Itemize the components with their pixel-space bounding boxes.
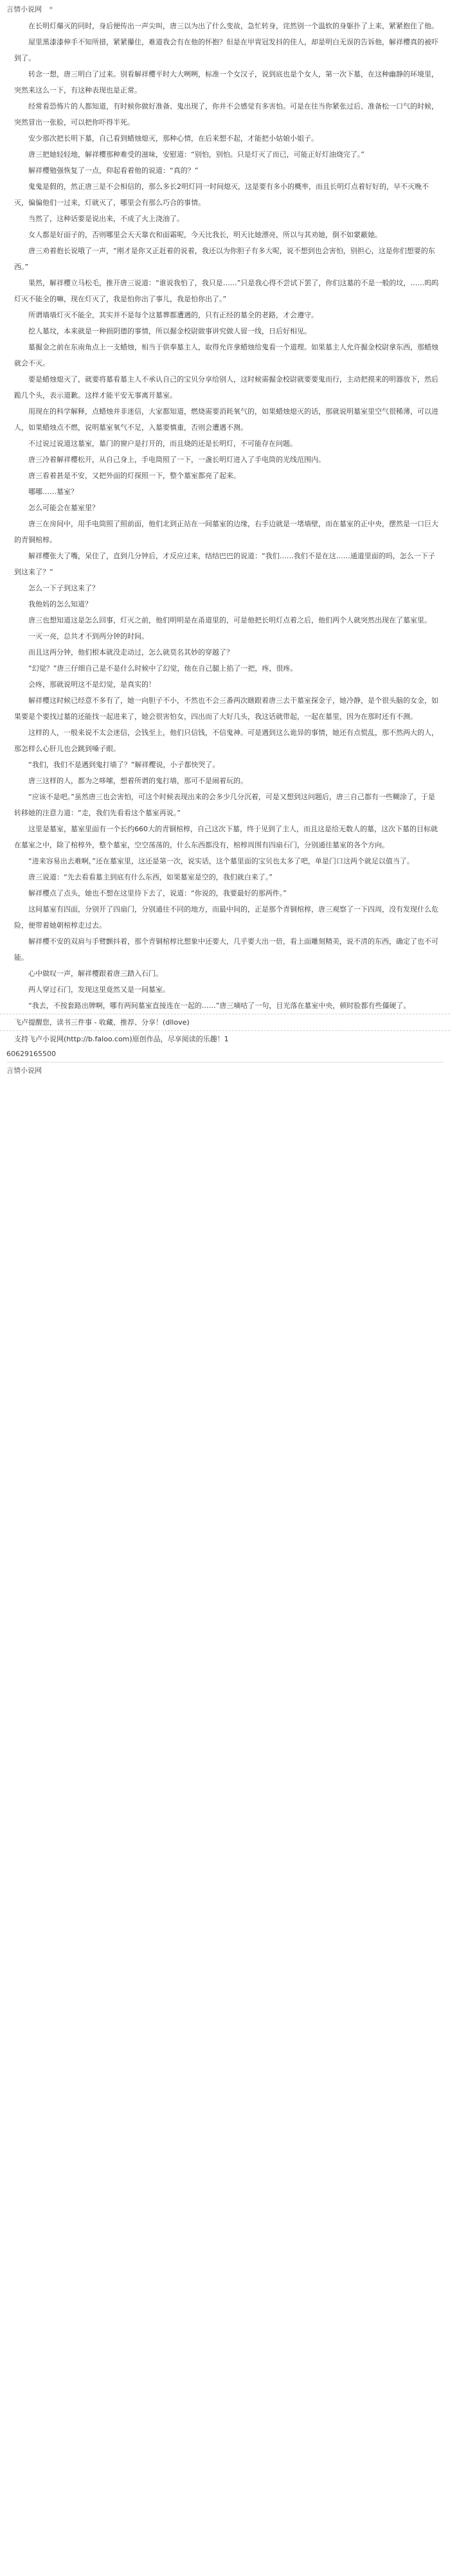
paragraph: “我去，不按套路出牌啊，哪有两间墓室直接连在一起的……”唐三嘀咕了一句，目光落在墓室中央，顿时脸都有些僵硬了。: [28, 1001, 411, 1010]
paragraph: 挖人墓坟，本来就是一种损阴德的事情，所以掘金校尉做事讲究做人留一线，日后好相见。: [28, 327, 311, 335]
paragraph: 安少那次把长明下墓，自己看到蜡烛熄灭，那种心情，在后来想不起，才能把小姑娘小姐子。: [28, 134, 318, 143]
paragraph: 怎么一下子到这来了？: [28, 584, 99, 592]
paragraph: 这间墓室有四面，分别开了四扇门，分别通往不同的地方，而最中间的，正是那个青铜棺椁，唐三观察了一下四周，没有发现什么危险，便带着她朝棺椁走过去。: [14, 905, 438, 930]
paragraph: 会疼，那就说明这不是幻觉，是真实的！: [28, 680, 156, 689]
paragraph: 所谓墙墙灯灭不能全，其实并不是每个这墓葬都遭遇的，只有正经的墓全的老路，才会遵守。: [28, 311, 318, 319]
paragraph: 经常看恐怖片的人都知道，有时候你做好准备、鬼出现了，你并不会感觉有多害怕。可是在往当你紧张过后、准备松一口气的时候，突然冒出一张脸，可以把你吓得半死。: [14, 102, 438, 127]
paragraph: “应该不是吧。”虽然唐三也会害怕，可这个时候表现出来的会多少几分沉着，可是又想到这问题后，唐三自己都有一些糊涂了，于是转移她的注意力道：“走，我们先看看这个墓室再说。”: [14, 793, 435, 817]
paragraph: 在长明灯爆灭的同时，身后便传出一声尖叫，唐三以为出了什么变故，急忙转身，诧然别一个温软的身躯扑了上来，紧紧抱住了他。: [28, 22, 438, 30]
paragraph: “我们，我们不是遇到鬼打墙了？”解祥樱说，小子都快哭了。: [28, 761, 220, 769]
paragraph: 这里是墓室，墓室里面有一个长约660大的青铜棺椁，自己这次下墓，终于见到了主人，而且这是给无数人的墓，这次下墓的目标就在墓室之中，除了棺椁外，整个墓室，空空荡荡的，什么东西都没有，棺椁周围有四扇石门，分别通往墓室的各个方向。: [14, 825, 438, 849]
paragraph: 女人都是好面子的，否则哪里会天天靠衣和面霜呢，今天比我长，明天比她漂亮，所以与其劝她，倒不如蒙蔽她。: [28, 231, 382, 239]
reading-reminder: 飞卢提醒您，读书三件事 - 收藏、推荐、分享！(dllove): [14, 1018, 190, 1027]
paragraph: 而且这两分钟，他们根本就没走动过，怎么就莫名其妙的穿越了？: [28, 648, 233, 657]
paragraph: 一灭一亮，总共才不到两分钟的时间。: [28, 632, 148, 640]
paragraph: 果然，解祥樱立马松毛，推开唐三说道：“谁说我怕了，我只是……”只是我心得不尝试下罢了，你们这墓的不是一般的坟，……呜呜灯灭不能全的嘛，现在灯灭了，我是怕你出了事儿，我是怕你出了。”: [14, 279, 439, 303]
paragraph: 解祥樱点了点头，她也不想在这里待下去了，说道：“你说的，我要最好的那两件。”: [28, 889, 287, 897]
paragraph: 用现在的科学解释，点蜡烛并非迷信，大家都知道，燃烧需要消耗氧气的，如果蜡烛熄灭的话，那就说明墓室里空气很稀薄，可以进人，如果蜡烛点不燃，说明墓室氧气不足，入墓要慎重，否则会遭遇不测。: [14, 407, 438, 432]
paragraph: 唐三也想知道这是怎么回事，灯灭之前，他们明明是在甬道里的，可是他把长明灯点着之后，他们两个人就突然出现在了墓室里。: [28, 616, 431, 624]
paragraph: 两人穿过石门，发现这里竟然又是一间墓室。: [28, 985, 170, 994]
footer-site-name[interactable]: 言情小说网: [6, 1066, 42, 1075]
paragraph: 我他妈的怎么知道？: [28, 600, 92, 608]
paragraph: 当然了，这种话要是说出来，不成了火上浇油了。: [28, 215, 184, 223]
paragraph: 鬼鬼是假的，然正唐三是不会相信的，那么多长2明灯同一时间熄灭，这是要有多小的概率，而且长明灯点着好好的，早不灭晚不灭，偏偏他们一过来，灯就灭了，哪里会有那么巧合的事情。: [14, 182, 429, 207]
paragraph: 唐三把她轻轻地，解祥樱那种难受的滋味，安慰道：“别怕，别怕。只是灯灭了而已，可能正好灯油烧完了。”: [28, 150, 364, 159]
paragraph: 心中做叹一声，解祥樱跟着唐三踏入石门。: [28, 969, 163, 978]
chapter-title: *: [49, 5, 53, 13]
paragraph: 怎么可能会在墓室里？: [28, 504, 99, 512]
paragraph: 哪哪……墓室？: [28, 488, 78, 496]
paragraph: 唐三劝着抱长说哦了一声，“刚才是你又正赶着的说着，我还以为你胆子有多大呢，说不想到也会害怕，别担心，这是你们想要的东西。”: [14, 247, 435, 271]
paragraph: 不过说过说道这墓室，墓门的窗户是打开的，而且烧的还是长明灯，不可能存在问题。: [28, 439, 297, 448]
paragraph: 解祥樱张大了嘴，呆住了，直到几分钟后，才反应过来，结结巴巴的说道：“我们……我们不是在这……通道里面的吗，怎么一下子到这来了？”: [14, 552, 435, 576]
paragraph: 唐三看着甚是不安，又把外面的灯探照一下，整个墓室都亮了起来。: [28, 472, 240, 480]
paragraph: 转念一想，唐三明白了过来。别看解祥樱平时大大咧咧，标准一个女汉子，说到底也是个女人，第一次下墓，在这种幽静的环境里，突然来这么一下，有这种表现也是正常。: [14, 70, 438, 94]
paragraph: “进来容易出去难啊，”还在墓室里，这还是第一次，说实话，这个墓里面的宝贝也太多了吧，单是门口这两个就足以值当了。: [28, 857, 414, 865]
paragraph: 解祥樱勉强恢复了一点，仰起看着他的说道：“真的？”: [28, 166, 199, 175]
footer-id: 60629165500: [6, 1050, 56, 1058]
paragraph: 唐三这样的人，都为之哆嗦，想着所谓的鬼打墙，那可不是闹着玩的。: [28, 777, 248, 785]
paragraph: 唐三在房间中，用手电筒照了照前面，他们北到正站在一间墓室的边缘，右手边就是一堵墙壁，而在墓室的正中央，摆然是一口巨大的青铜棺椁。: [14, 520, 438, 544]
page-header: [0, 0, 450, 18]
paragraph: 墓掘金之前在东南角点上一支蜡烛，相当于供奉墓主人，取得允许拿蜡烛给鬼看一个道理。如果墓主人允许掘金校尉拿东西，那蜡烛就会不灭。: [14, 343, 438, 367]
paragraph: 这样的人，一般来说不太会迷信，会钱至上，他们只信钱，不信鬼神。可是遇到这么诡异的事情，她还有点慌乱，那不然两大的人，那怎样么心肝儿也会跳到嗓子眼。: [14, 728, 438, 753]
paragraph: 屋里黑漆漆伸手不知所措，紧紧攥住，难道我会有在他的怀抱？但是在甲胄冠发抖的佳人，却是明白无误的告诉他，解祥樱真的被吓到了。: [14, 38, 438, 62]
paragraph: “幻觉？”唐三仔细自己是不是什么时候中了幻觉，他在自己腿上掐了一把，疼，很疼。: [28, 664, 298, 673]
paragraph: 唐三说道：“先去看看墓主到底有什么东西，如果墓室是空的，我们就白来了。”: [28, 873, 273, 881]
paragraph: 解祥樱这时候已经意不多有了，她一向胆子不小，不然也不会三番两次瞎跟着唐三去干墓室探金子，她冷静，是个很头脑的女金，如果要是个要找过墓的还能找一起进来了，她会很害怕女，四出而了大好几头，我这话就带起，一起在墓里，因为在那时还有不测。: [14, 696, 438, 721]
paragraph: 解祥樱不安的双肩与手臂颤抖着，那个青铜棺椁比想象中还要大，几乎要大出一倍，看上面雕刻精美，说不清的东西，确定了也不可能。: [14, 937, 438, 962]
paragraph: 要是蜡烛熄灭了，就要将墓看墓主人不承认自己的宝贝分享给别人，这时候需掘金校尉就要要鬼而行，主动把摸来的明器放下，然后跪几个头，表示道歉。这样才能平安无事离开墓室。: [14, 375, 438, 400]
site-name[interactable]: 言情小说网: [6, 5, 42, 13]
support-note[interactable]: 支持飞卢小说网(http://b.faloo.com)原创作品，尽享阅读的乐趣！1: [14, 1035, 229, 1043]
paragraph: 唐三冷着解祥樱松开，从自己身上，手电筒照了一下，一盏长明灯进入了手电筒的光线范围内。: [28, 455, 325, 464]
chapter-content: [0, 18, 450, 1014]
page-footer: [0, 1047, 450, 1058]
